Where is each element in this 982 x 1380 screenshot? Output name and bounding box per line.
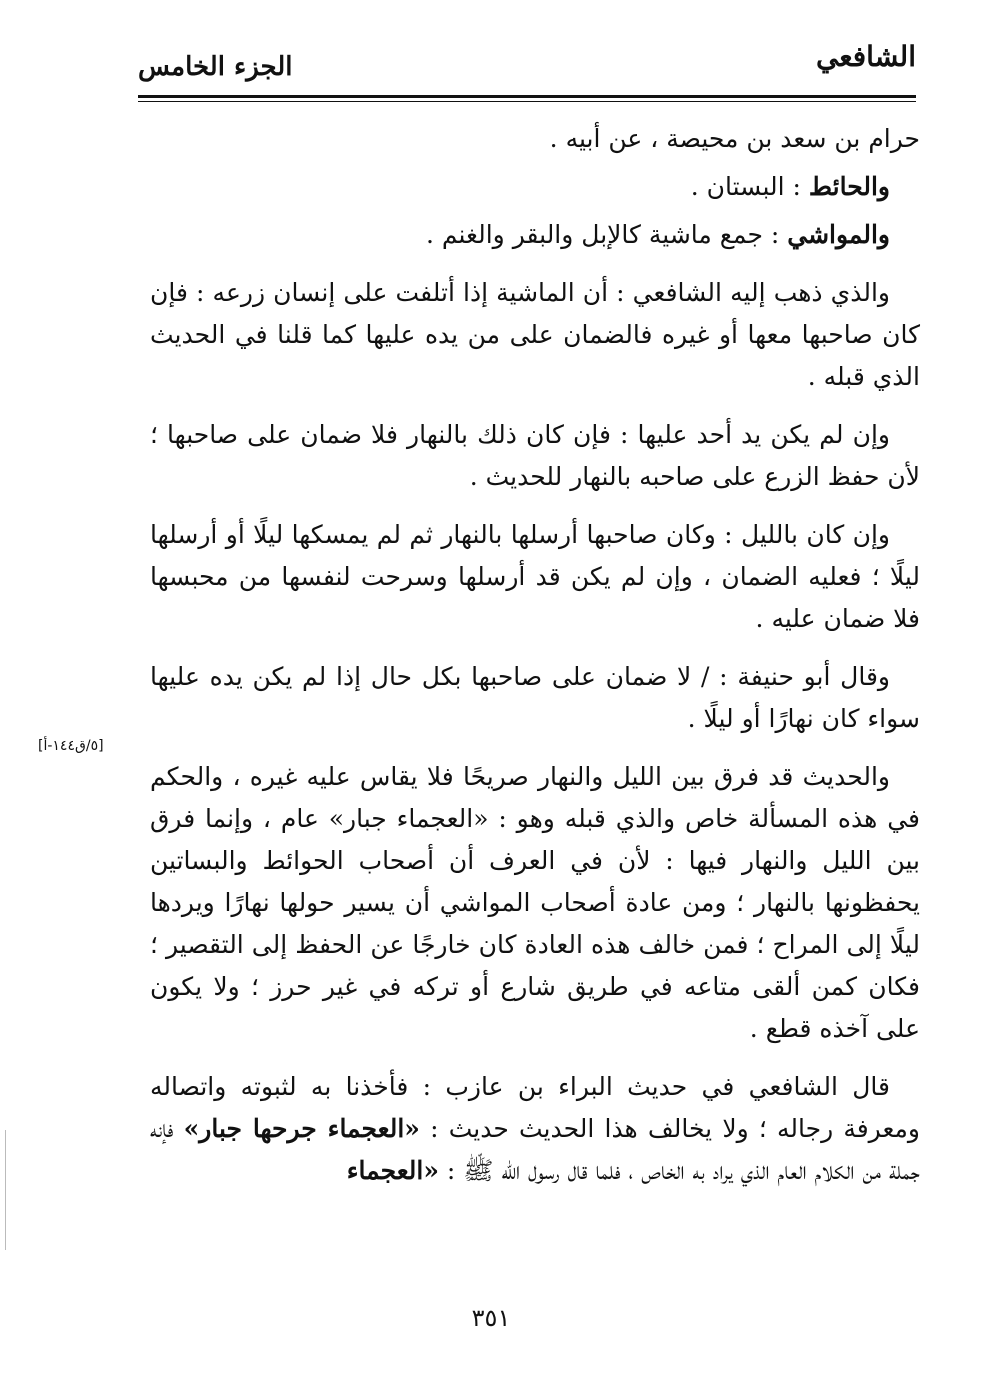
paragraph-4: والذي ذهب إليه الشافعي : أن الماشية إذا أتلفت على إنسان زرعه : فإن كان صاحبها معها أو غيره فالضمان على من يده عليها كما قلنا في الحديث الذي قبله . <box>150 278 920 391</box>
hadith-quote-bold: «العجماء جرحها جبار» <box>183 1114 420 1143</box>
definition-hait: : البستان . <box>690 172 809 201</box>
page-body <box>150 118 920 1208</box>
term-hait: والحائط <box>808 172 890 201</box>
hadith-quote-bold-2: «العجماء <box>346 1156 439 1185</box>
manuscript-folio-note: [٥/ق١٤٤-أ] <box>38 738 104 754</box>
paragraph-9-part-a: قال الشافعي في حديث البراء بن عازب : فأخذنا به لثبوته واتصاله ومعرفة رجاله ؛ ولا يخالف هذا الحديث حديث : <box>150 1072 921 1143</box>
paragraph-5: وإن لم يكن يد أحد عليها : فإن كان ذلك بالنهار فلا ضمان على صاحبها ؛ لأن حفظ الزرع على صاحبه بالنهار للحديث . <box>150 420 920 491</box>
header-volume-title: الجزء الخامس <box>138 52 293 82</box>
page-number: ٣٥١ <box>471 1304 511 1332</box>
paragraph-1: حرام بن سعد بن محيصة ، عن أبيه . <box>549 124 920 153</box>
term-mawashi: والمواشي <box>787 220 890 249</box>
paragraph-definition-hait <box>150 166 920 208</box>
paragraph-9 <box>150 1066 920 1192</box>
paragraph-6: وإن كان بالليل : وكان صاحبها أرسلها بالنهار ثم لم يمسكها ليلًا أو أرسلها ليلًا ؛ فعليه الضمان ، وإن لم يكن قد أرسلها وسرحت لنفسها من محبسها فلا ضمان عليه . <box>150 520 920 633</box>
paragraph-8: والحديث قد فرق بين الليل والنهار صريحًا فلا يقاس عليه غيره ، والحكم في هذه المسألة خاص والذي قبله وهو : «العجماء جبار» عام ، وإنما فرق بين الليل والنهار فيها : لأن في العرف أن أصحاب الحوائط والبساتين يحفظونها بالنهار ؛ ومن عادة أصحاب المواشي أن يسير حولها نهارًا ويردها ليلًا إلى المراح ؛ فمن خالف هذه العادة كان خارجًا عن الحفظ إلى التقصير ؛ فكان كمن ألقى متاعه في طريق شارع أو تركه في غير حرز ؛ ولا يكون على آخذه قطع . <box>150 762 920 1043</box>
header-book-title: الشافعي <box>815 40 916 73</box>
header-rule-thin <box>138 101 916 102</box>
paragraph-definition-mawashi <box>150 214 920 256</box>
definition-mawashi: : جمع ماشية كالإبل والبقر والغنم . <box>425 220 788 249</box>
paragraph-7: وقال أبو حنيفة : / لا ضمان على صاحبها بكل حال إذا لم يكن يده عليها سواء كان نهارًا أو ليلًا . <box>150 662 920 733</box>
header-rule-thick <box>138 95 916 98</box>
paragraph-9-part-b: فإنه جملة من الكلام العام الذي يراد به الخاص ، فلما قال رسول الله ﷺ : <box>150 1114 920 1185</box>
running-header <box>138 40 916 90</box>
scan-edge-line <box>5 1130 6 1250</box>
